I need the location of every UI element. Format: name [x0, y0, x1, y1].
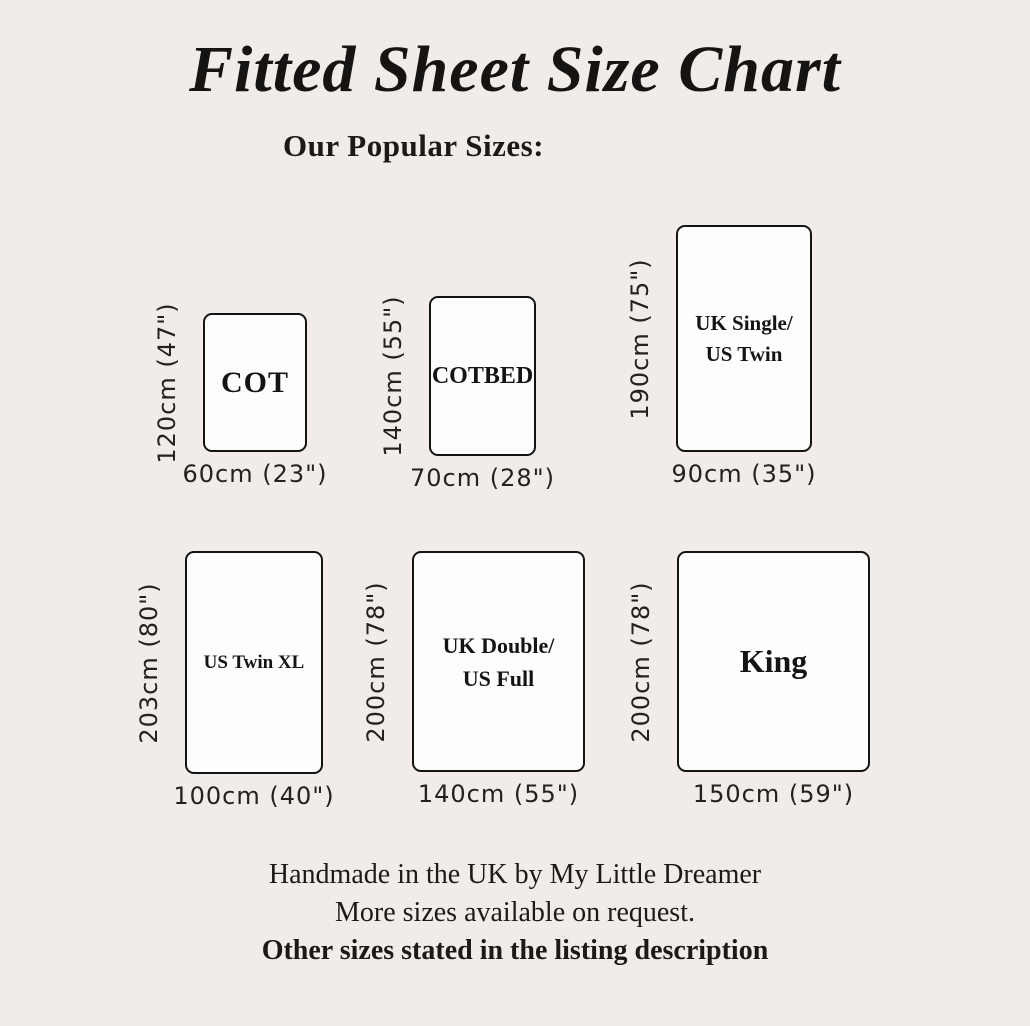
bed-cotbed-name: COTBED: [431, 362, 534, 389]
bed-cotbed-rectangle: [429, 296, 536, 456]
bed-uk-single-name-line2: US Twin: [705, 341, 783, 366]
bed-king-height-label: 200cm (78"): [627, 580, 655, 743]
bed-cot-height-label: 120cm (47"): [153, 301, 181, 464]
bed-uk-single-us-twin: [626, 225, 817, 488]
bed-uk-double-us-full: [362, 551, 585, 808]
bed-cotbed: [379, 295, 556, 492]
bed-uk-single-name: UK Single/: [695, 310, 793, 335]
bed-king-width-label: 150cm (59"): [692, 780, 855, 808]
bed-uk-single-height-label: 190cm (75"): [626, 257, 654, 420]
footer: [0, 856, 1030, 970]
bed-king-rectangle: [677, 551, 870, 772]
bed-uk-double-name-line2: US Full: [462, 665, 535, 691]
bed-uk-double-height-label: 200cm (78"): [362, 580, 390, 743]
bed-uk-double-name: UK Double/: [442, 632, 555, 658]
bed-uk-double-width-label: 140cm (55"): [417, 780, 580, 808]
footer-line-more-sizes: More sizes available on request.: [335, 897, 695, 928]
bed-cotbed-width-label: 70cm (28"): [409, 464, 556, 492]
bed-king: [627, 551, 870, 808]
bed-us-twin-xl: [135, 551, 335, 810]
bed-king-name: King: [739, 643, 808, 679]
page-title: Fitted Sheet Size Chart: [189, 33, 841, 106]
bed-cot: [153, 301, 328, 488]
bed-us-twin-xl-width-label: 100cm (40"): [173, 782, 335, 810]
bed-us-twin-xl-rectangle: [185, 551, 323, 774]
bed-us-twin-xl-name: US Twin XL: [203, 651, 305, 673]
bed-cot-rectangle: [203, 313, 307, 452]
bed-uk-single-width-label: 90cm (35"): [671, 460, 817, 488]
bed-cot-width-label: 60cm (23"): [182, 460, 328, 488]
footer-line-other-sizes: Other sizes stated in the listing description: [261, 935, 769, 966]
page-subtitle: Our Popular Sizes:: [283, 128, 545, 163]
footer-line-handmade: Handmade in the UK by My Little Dreamer: [268, 859, 762, 890]
bed-us-twin-xl-height-label: 203cm (80"): [135, 581, 163, 744]
bed-cot-name: COT: [220, 365, 289, 399]
bed-uk-double-rectangle: [412, 551, 585, 772]
bed-uk-single-rectangle: [676, 225, 812, 452]
bed-cotbed-height-label: 140cm (55"): [379, 295, 407, 457]
